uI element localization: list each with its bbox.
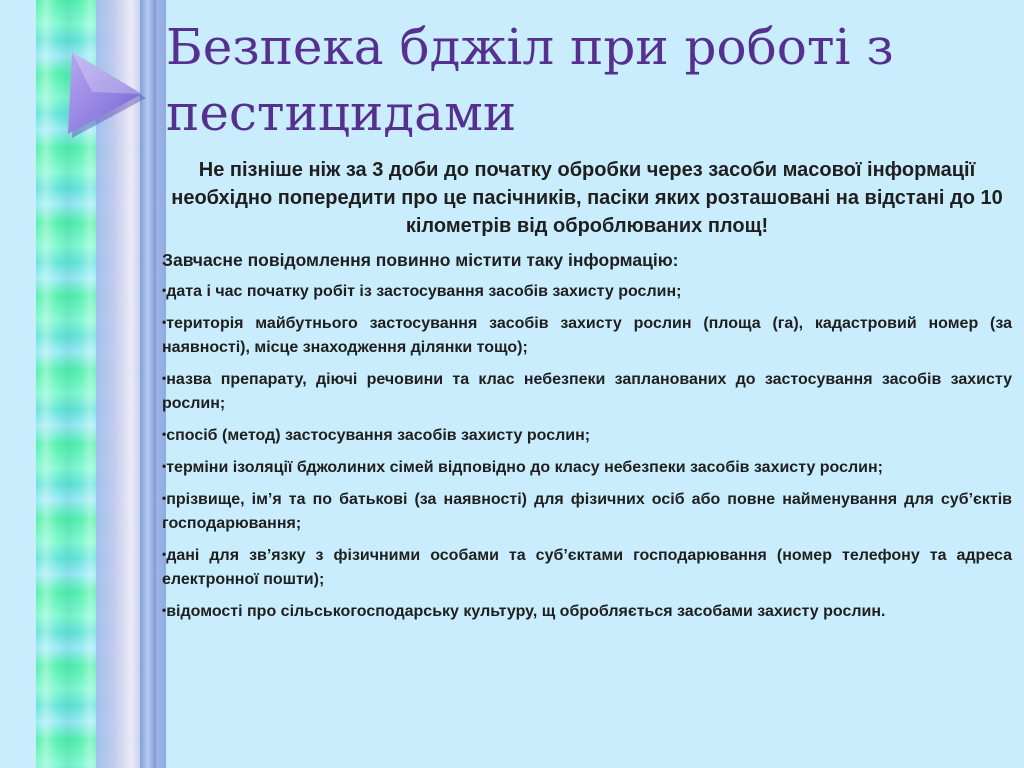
list-item [162, 278, 1012, 304]
bullet-marker: • [162, 491, 167, 505]
list-item [162, 542, 1012, 592]
list-item-text: територія майбутнього застосування засобів захисту рослин (площа (га), кадастровий номер (за наявності), місце знаходження ділянки тощо); [162, 315, 1012, 356]
list-item-text: дата і час початку робіт із застосування засобів захисту рослин; [166, 283, 682, 300]
bullet-marker: • [162, 315, 167, 329]
bullet-marker: • [162, 371, 167, 385]
list-item [162, 422, 1012, 448]
list-item [162, 310, 1012, 360]
list-item-text: назва препарату, діючі речовини та клас небезпеки запланованих до застосування засобів захисту рослин; [162, 371, 1012, 412]
list-item-text: терміни ізоляції бджолиних сімей відповідно до класу небезпеки засобів захисту рослин; [166, 459, 884, 476]
list-item [162, 454, 1012, 480]
list-item [162, 486, 1012, 536]
list-item-text: дані для зв’язку з фізичними особами та суб’єктами господарювання (номер телефону та адреса електронної пошти); [162, 547, 1012, 588]
info-bullet-list [162, 278, 1012, 624]
slide-title: Безпека бджіл при роботі з пестицидами [166, 18, 894, 142]
lead-paragraph: Не пізніше ніж за 3 доби до початку обробки через засоби масової інформації необхідно попередити про це пасічників, пасіки яких розташовані на відстані до 10 кілометрів від оброблюваних площ! [171, 159, 1003, 237]
list-item-text: відомості про сільськогосподарську культуру, щ обробляється засобами захисту рослин. [166, 603, 886, 620]
list-item [162, 366, 1012, 416]
list-item-text: прізвище, ім’я та по батькові (за наявності) для фізичних осіб або повне найменування для суб’єктів господарювання; [162, 491, 1012, 532]
bullet-marker: • [162, 547, 167, 561]
slide-content [162, 156, 1012, 630]
play-triangle-icon [62, 52, 152, 142]
subheading: Завчасне повідомлення повинно містити таку інформацію: [162, 250, 679, 270]
list-item-text: спосіб (метод) застосування засобів захисту рослин; [166, 427, 591, 444]
bullet-marker: • [162, 459, 167, 473]
bullet-marker: • [162, 283, 167, 297]
bullet-marker: • [162, 603, 167, 617]
bullet-marker: • [162, 427, 167, 441]
list-item [162, 598, 1012, 624]
